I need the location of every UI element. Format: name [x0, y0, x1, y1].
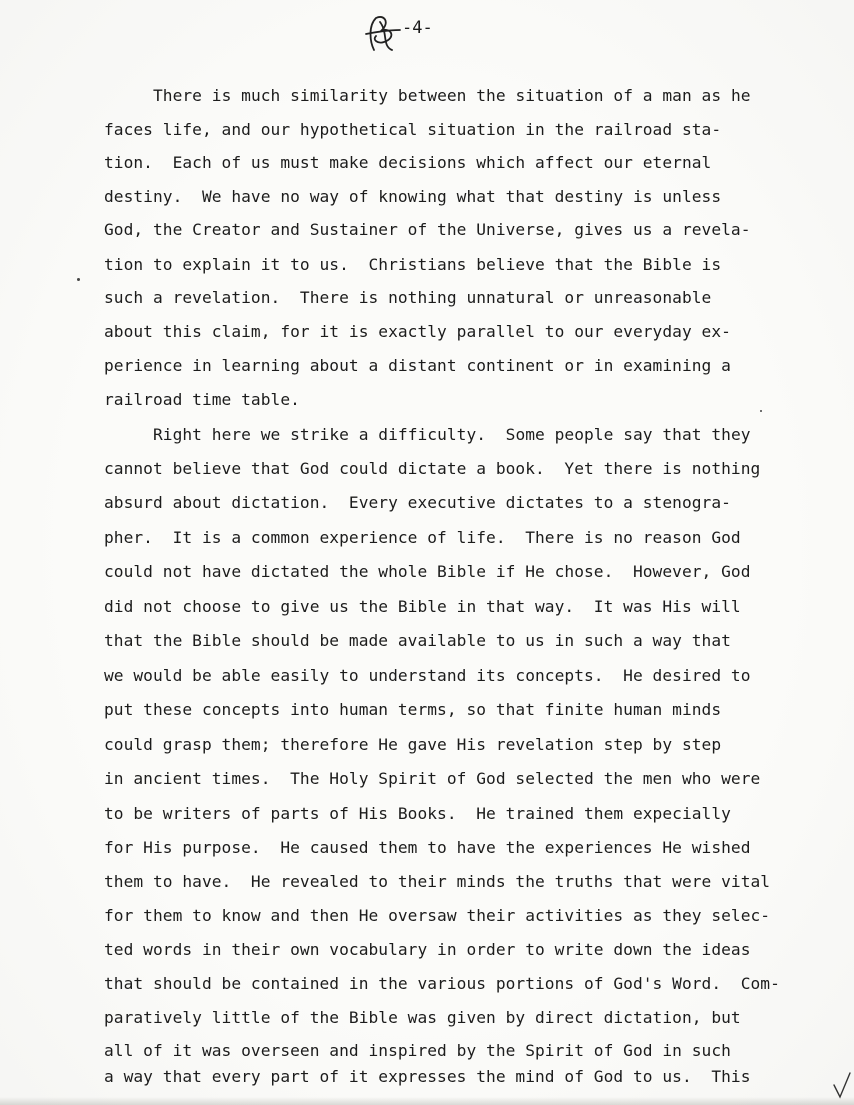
- handwritten-initial-mark: [362, 12, 402, 54]
- text-line: that should be contained in the various portions of God's Word. Com-: [104, 974, 780, 993]
- text-line: a way that every part of it expresses the mind of God to us. This: [104, 1067, 751, 1086]
- text-line: we would be able easily to understand its concepts. He desired to: [104, 666, 751, 685]
- text-line: pher. It is a common experience of life. There is no reason God: [104, 528, 741, 547]
- page-header: [362, 12, 433, 54]
- text-line: tion to explain it to us. Christians believe that the Bible is: [104, 255, 722, 274]
- text-line: absurd about dictation. Every executive dictates to a stenogra-: [104, 493, 731, 512]
- margin-speck: [760, 410, 762, 412]
- text-line: could grasp them; therefore He gave His revelation step by step: [104, 735, 722, 754]
- text-line: for His purpose. He caused them to have the experiences He wished: [104, 838, 751, 857]
- text-line: There is much similarity between the situation of a man as he: [153, 86, 751, 105]
- text-line: faces life, and our hypothetical situation in the railroad sta-: [104, 120, 722, 139]
- text-line: in ancient times. The Holy Spirit of God selected the men who were: [104, 769, 761, 788]
- text-line: did not choose to give us the Bible in that way. It was His will: [104, 597, 741, 616]
- text-line: God, the Creator and Sustainer of the Universe, gives us a revela-: [104, 220, 751, 239]
- text-line: all of it was overseen and inspired by the Spirit of God in such: [104, 1041, 731, 1060]
- text-line: that the Bible should be made available to us in such a way that: [104, 631, 731, 650]
- text-line: about this claim, for it is exactly parallel to our everyday ex-: [104, 322, 731, 341]
- text-line: cannot believe that God could dictate a book. Yet there is nothing: [104, 459, 761, 478]
- text-line: railroad time table.: [104, 390, 300, 409]
- text-line: Right here we strike a difficulty. Some people say that they: [153, 425, 751, 444]
- margin-speck: [77, 278, 80, 281]
- text-line: for them to know and then He oversaw their activities as they selec-: [104, 906, 771, 925]
- text-line: such a revelation. There is nothing unnatural or unreasonable: [104, 288, 712, 307]
- text-line: destiny. We have no way of knowing what that destiny is unless: [104, 187, 722, 206]
- text-line: them to have. He revealed to their minds the truths that were vital: [104, 872, 771, 891]
- text-line: ted words in their own vocabulary in order to write down the ideas: [104, 940, 751, 959]
- text-line: tion. Each of us must make decisions which affect our eternal: [104, 153, 712, 172]
- text-line: to be writers of parts of His Books. He trained them expecially: [104, 804, 731, 823]
- page-number: -4-: [402, 18, 433, 38]
- text-line: could not have dictated the whole Bible if He chose. However, God: [104, 562, 751, 581]
- text-line: put these concepts into human terms, so that finite human minds: [104, 700, 722, 719]
- text-line: paratively little of the Bible was given by direct dictation, but: [104, 1008, 741, 1027]
- page-bottom-edge: [0, 1097, 854, 1105]
- text-line: perience in learning about a distant continent or in examining a: [104, 356, 731, 375]
